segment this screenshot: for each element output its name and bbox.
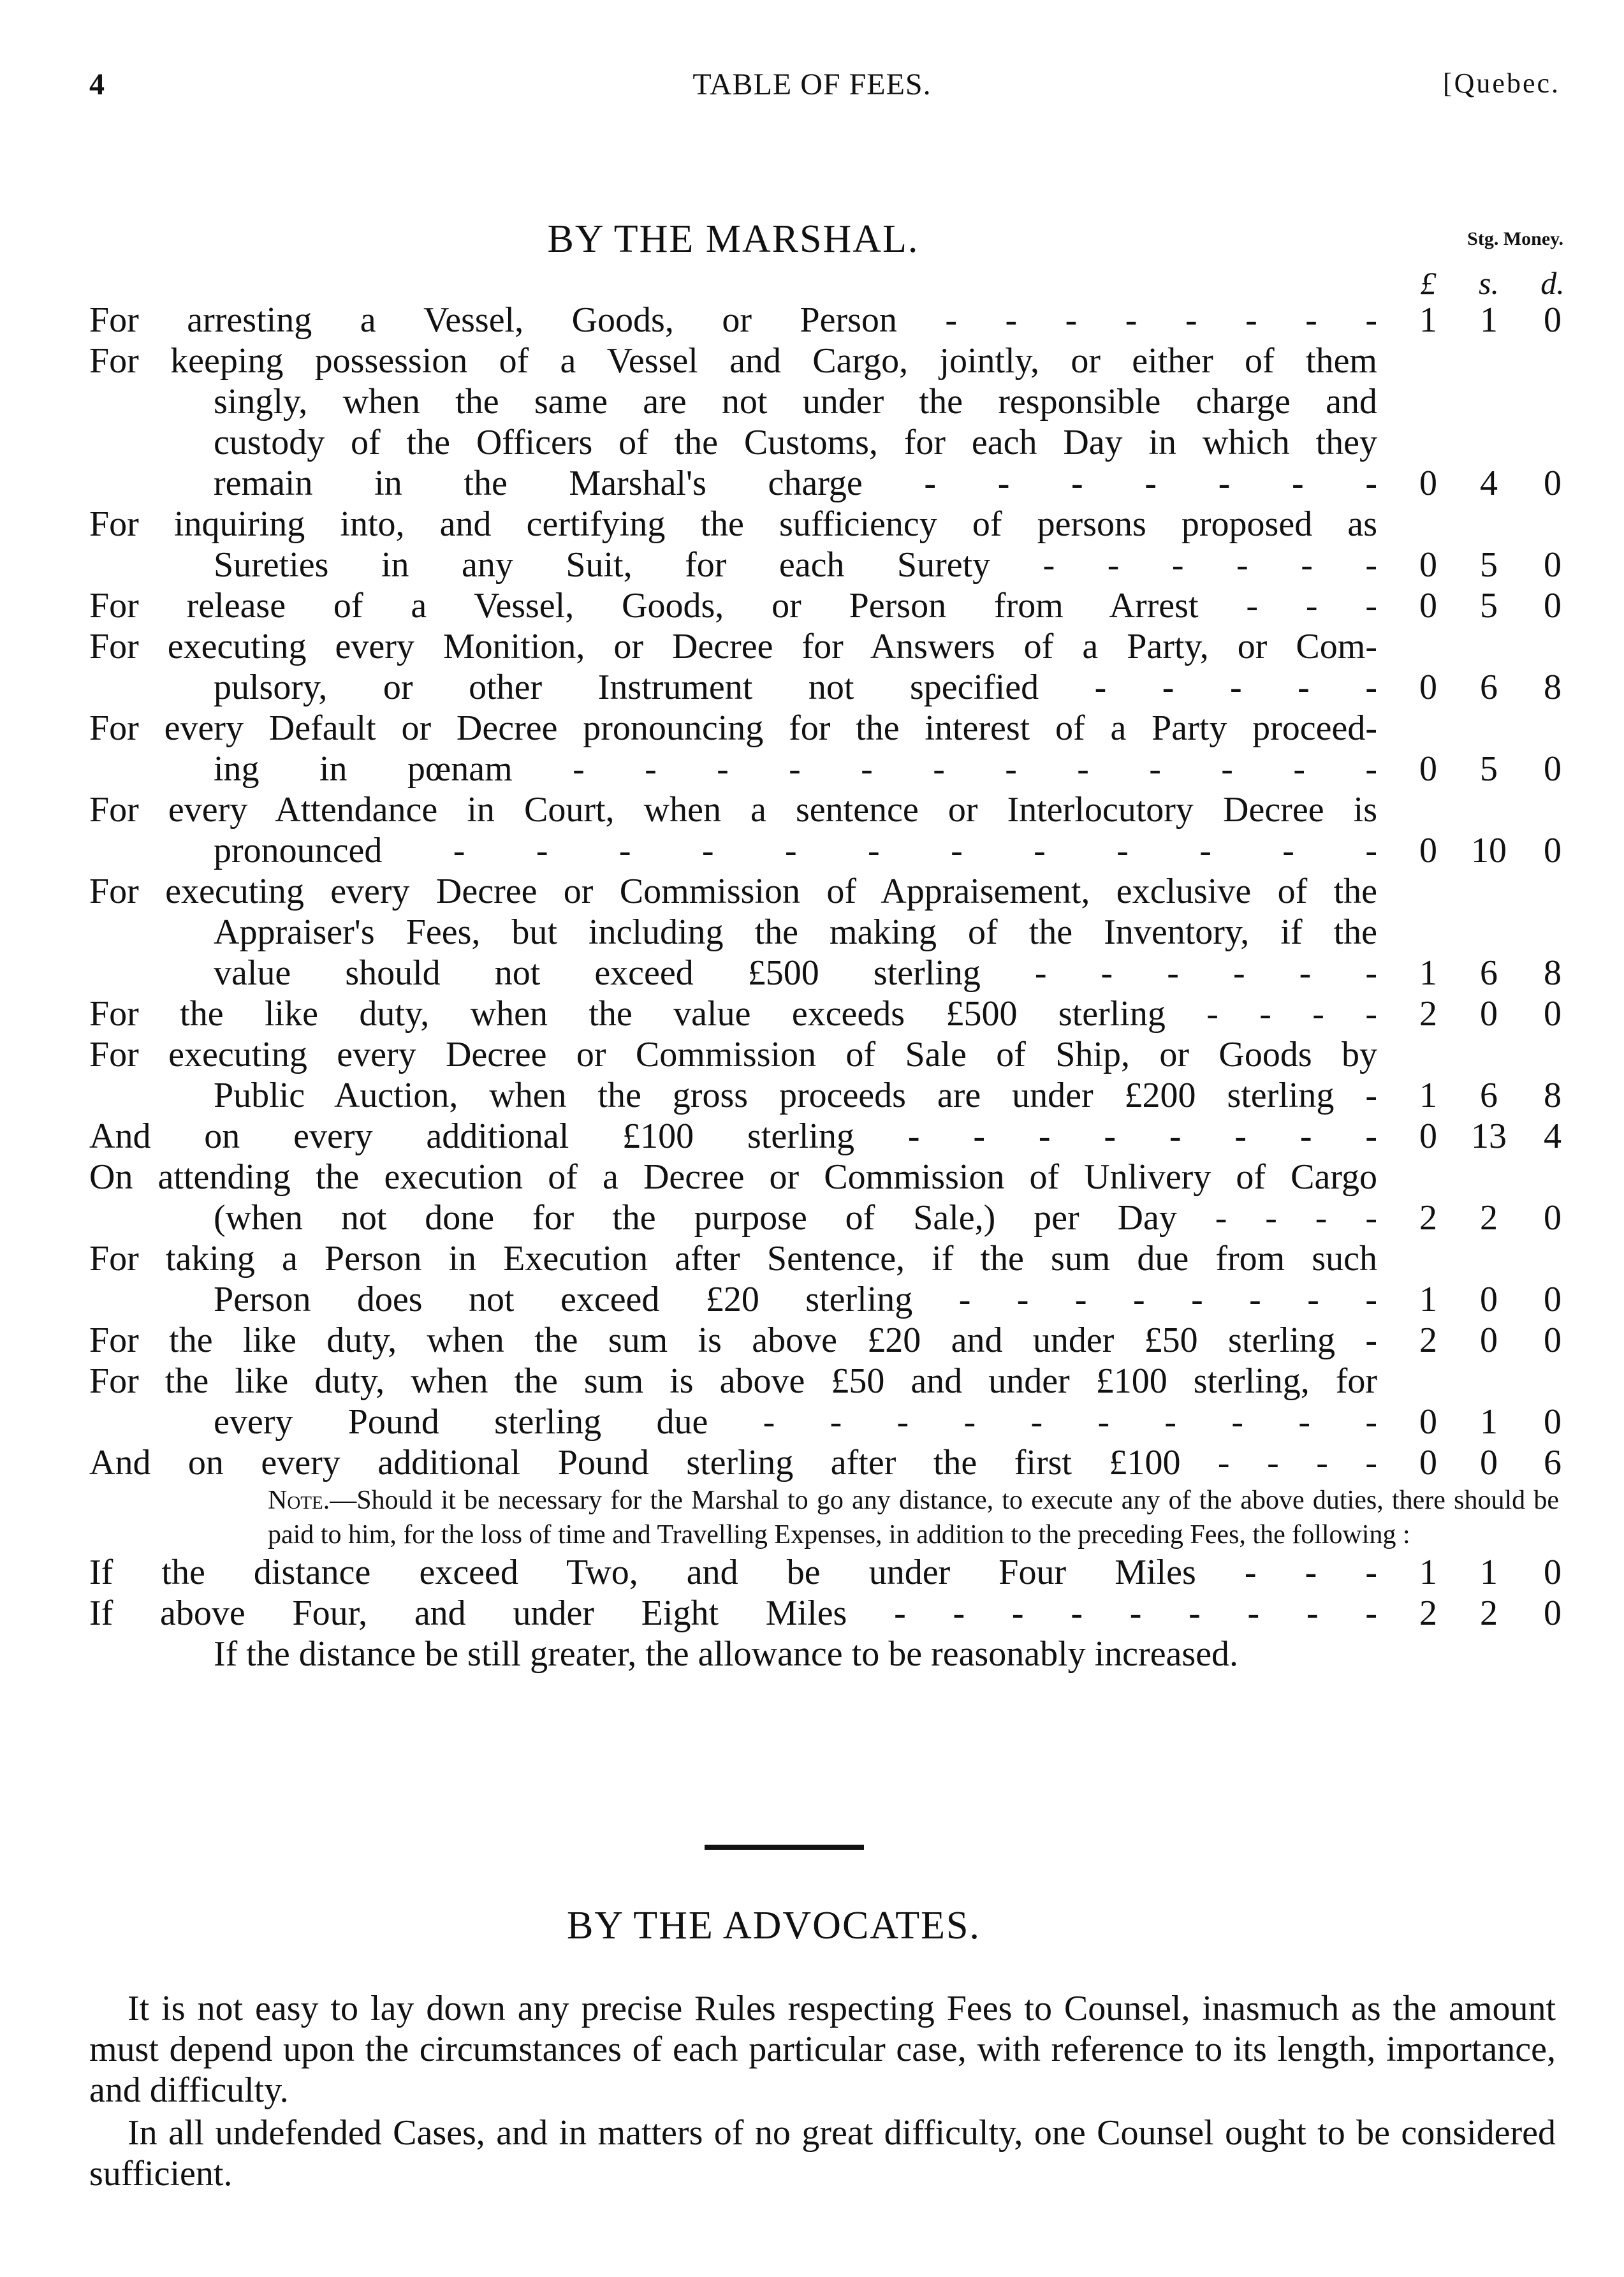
fee-amount [1409, 545, 1572, 585]
advocates-paragraph-1: It is not easy to lay down any precise Rules respecting Fees to Counsel, inasmuch as the amount must depend upon the circumstances of each particular case, with reference to its length, importance, and difficulty. [89, 1989, 1556, 2110]
fee-description-line: every Pound sterling due - - - - - - - - - - [214, 1402, 1377, 1442]
pence-column-label: d. [1540, 265, 1565, 301]
fee-shillings: 1 [1480, 1553, 1498, 1592]
fee-description-line: (when not done for the purpose of Sale,) per Day - - - - [214, 1198, 1377, 1238]
marshal-section-title: BY THE MARSHAL. [547, 217, 919, 261]
fee-amount [1409, 830, 1572, 871]
fee-shillings: 5 [1480, 545, 1498, 585]
fee-pence: 0 [1544, 831, 1562, 870]
fee-pounds: 2 [1419, 1593, 1437, 1633]
fee-row [0, 1361, 1624, 1442]
marshal-note [268, 1483, 1559, 1552]
fee-pence: 0 [1544, 1553, 1562, 1592]
fee-description-line: pulsory, or other Instrument not specified - - - - - [214, 668, 1377, 707]
fee-row [0, 871, 1624, 993]
fee-description-line: On attending the execution of a Decree or Commission of Unlivery of Cargo [89, 1157, 1377, 1197]
fee-description-line: pronounced - - - - - - - - - - - - [214, 831, 1377, 870]
fee-amount [1409, 993, 1572, 1034]
page-number: 4 [89, 68, 105, 101]
marshal-closing-line: If the distance be still greater, the allowance to be reasonably increased. [214, 1634, 1239, 1674]
fee-row [0, 1442, 1624, 1483]
fee-row [0, 504, 1624, 585]
fee-shillings: 5 [1480, 749, 1498, 789]
fee-shillings: 0 [1480, 994, 1498, 1034]
fee-pounds: 0 [1419, 1443, 1437, 1483]
fee-pence: 0 [1544, 1402, 1562, 1442]
fee-description-line: For arresting a Vessel, Goods, or Person - - - - - - - - [89, 300, 1377, 340]
advocates-paragraph-2: In all undefended Cases, and in matters of no great difficulty, one Counsel ought to be considered sufficient. [89, 2113, 1556, 2193]
fee-description-line: Sureties in any Suit, for each Surety - - - - - - [214, 545, 1377, 585]
fee-description-line: Person does not exceed £20 sterling - - - - - - - - [214, 1280, 1377, 1319]
fee-amount [1409, 1402, 1572, 1442]
fee-shillings: 1 [1480, 1402, 1498, 1442]
fee-shillings: 10 [1471, 831, 1507, 870]
fee-pounds: 0 [1419, 749, 1437, 789]
fee-pounds: 0 [1419, 668, 1437, 707]
fee-pounds: 1 [1419, 300, 1437, 340]
fee-description-line: For executing every Decree or Commission of Appraisement, exclusive of the [89, 872, 1377, 911]
fee-row [0, 1238, 1624, 1320]
fee-amount [1409, 667, 1572, 708]
fee-description-line: For executing every Monition, or Decree for Answers of a Party, or Com- [89, 627, 1377, 666]
fee-description-line: For inquiring into, and certifying the sufficiency of persons proposed as [89, 504, 1377, 544]
fee-shillings: 2 [1480, 1198, 1498, 1238]
fee-row [0, 1320, 1624, 1361]
fee-description-line: For taking a Person in Execution after Sentence, if the sum due from such [89, 1239, 1377, 1278]
fee-description-line: ing in pœnam - - - - - - - - - - - - [214, 749, 1377, 789]
fee-pounds: 0 [1419, 1402, 1437, 1442]
money-header: Stg. Money. [1467, 228, 1563, 249]
note-label: Note. [268, 1486, 330, 1515]
fee-row [0, 708, 1624, 789]
running-title: TABLE OF FEES. [692, 68, 932, 101]
fee-row [0, 1593, 1624, 1634]
fee-amount [1409, 1279, 1572, 1320]
fee-description-line: custody of the Officers of the Customs, for each Day in which they [214, 423, 1377, 462]
pound-column-label: £ [1420, 265, 1437, 301]
fee-amount [1409, 953, 1572, 993]
fee-row [0, 789, 1624, 871]
fee-pounds: 1 [1419, 1076, 1437, 1115]
fee-shillings: 5 [1480, 586, 1498, 626]
fee-amount [1409, 463, 1572, 504]
fee-description-line: If above Four, and under Eight Miles - - - - - - - - - [89, 1593, 1377, 1633]
fee-pence: 0 [1544, 994, 1562, 1034]
fee-row [0, 340, 1624, 504]
fee-amount [1409, 585, 1572, 626]
fee-pence: 0 [1544, 1321, 1562, 1360]
marshal-fee-table [0, 300, 1624, 1674]
fee-pence: 6 [1544, 1443, 1562, 1483]
fee-description-line: If the distance exceed Two, and be under Four Miles - - - [89, 1553, 1377, 1592]
fee-pounds: 0 [1419, 586, 1437, 626]
fee-row [0, 1116, 1624, 1157]
fee-description-line: For the like duty, when the value exceeds £500 sterling - - - - [89, 994, 1377, 1034]
fee-description-line: For every Attendance in Court, when a sentence or Interlocutory Decree is [89, 790, 1377, 830]
fee-pounds: 2 [1419, 994, 1437, 1034]
fee-description-line: For keeping possession of a Vessel and Cargo, jointly, or either of them [89, 341, 1377, 381]
fee-pence: 0 [1544, 586, 1562, 626]
fee-pence: 4 [1544, 1117, 1562, 1156]
fee-pounds: 2 [1419, 1198, 1437, 1238]
fee-shillings: 0 [1480, 1443, 1498, 1483]
fee-row [0, 1552, 1624, 1593]
fee-pence: 8 [1544, 953, 1562, 993]
fee-shillings: 6 [1480, 668, 1498, 707]
fee-description-line: For release of a Vessel, Goods, or Person from Arrest - - - [89, 586, 1377, 626]
fee-pounds: 1 [1419, 1280, 1437, 1319]
fee-pounds: 2 [1419, 1321, 1437, 1360]
fee-description-line: And on every additional Pound sterling after the first £100 - - - - [89, 1443, 1377, 1483]
fee-shillings: 0 [1480, 1321, 1498, 1360]
fee-description-line: Appraiser's Fees, but including the making of the Inventory, if the [214, 912, 1377, 952]
fee-row [0, 585, 1624, 626]
fee-amount [1409, 1320, 1572, 1361]
fee-description-line: For the like duty, when the sum is above £50 and under £100 sterling, for [89, 1361, 1377, 1401]
fee-pence: 0 [1544, 545, 1562, 585]
fee-description-line: For every Default or Decree pronouncing for the interest of a Party proceed- [89, 708, 1377, 748]
section-divider [705, 1845, 864, 1850]
fee-pence: 0 [1544, 1280, 1562, 1319]
fee-shillings: 2 [1480, 1593, 1498, 1633]
fee-description-line: And on every additional £100 sterling - - - - - - - - [89, 1117, 1377, 1156]
fee-amount [1409, 1075, 1572, 1116]
fee-pence: 0 [1544, 749, 1562, 789]
fee-amount [1409, 1552, 1572, 1593]
fee-pence: 8 [1544, 668, 1562, 707]
fee-description-line: For executing every Decree or Commission of Sale of Ship, or Goods by [89, 1035, 1377, 1074]
fee-row [0, 993, 1624, 1034]
fee-shillings: 13 [1471, 1117, 1507, 1156]
note-text: —Should it be necessary for the Marshal to go any distance, to execute any of the above duties, there should be paid to him, for the loss of time and Travelling Expenses, in addition to the preceding Fees, the following : [268, 1486, 1559, 1549]
fee-shillings: 0 [1480, 1280, 1498, 1319]
fee-pounds: 0 [1419, 545, 1437, 585]
fee-amount [1409, 300, 1572, 340]
fee-row [0, 300, 1624, 340]
fee-shillings: 6 [1480, 953, 1498, 993]
fee-amount [1409, 1197, 1572, 1238]
fee-amount [1409, 749, 1572, 789]
fee-pence: 0 [1544, 1198, 1562, 1238]
fee-row [0, 1157, 1624, 1238]
fee-pence: 0 [1544, 300, 1562, 340]
fee-shillings: 4 [1480, 464, 1498, 503]
fee-description-line: For the like duty, when the sum is above £20 and under £50 sterling - [89, 1321, 1377, 1360]
shilling-column-label: s. [1479, 265, 1499, 301]
fee-row [0, 626, 1624, 708]
fee-amount [1409, 1593, 1572, 1634]
fee-pounds: 0 [1419, 464, 1437, 503]
fee-pence: 0 [1544, 464, 1562, 503]
fee-pounds: 0 [1419, 831, 1437, 870]
fee-description-line: remain in the Marshal's charge - - - - - - - [214, 464, 1377, 503]
fee-pounds: 0 [1419, 1117, 1437, 1156]
fee-amount [1409, 1116, 1572, 1157]
advocates-section-title: BY THE ADVOCATES. [567, 1904, 981, 1947]
fee-pence: 0 [1544, 1593, 1562, 1633]
fee-shillings: 6 [1480, 1076, 1498, 1115]
fee-shillings: 1 [1480, 300, 1498, 340]
fee-description-line: singly, when the same are not under the responsible charge and [214, 382, 1377, 421]
fee-row [0, 1034, 1624, 1116]
fee-pence: 8 [1544, 1076, 1562, 1115]
fee-pounds: 1 [1419, 1553, 1437, 1592]
fee-pounds: 1 [1419, 953, 1437, 993]
running-section: [Quebec. [1442, 68, 1560, 99]
fee-description-line: value should not exceed £500 sterling - - - - - - [214, 953, 1377, 993]
fee-description-line: Public Auction, when the gross proceeds are under £200 sterling - [214, 1076, 1377, 1115]
fee-amount [1409, 1442, 1572, 1483]
